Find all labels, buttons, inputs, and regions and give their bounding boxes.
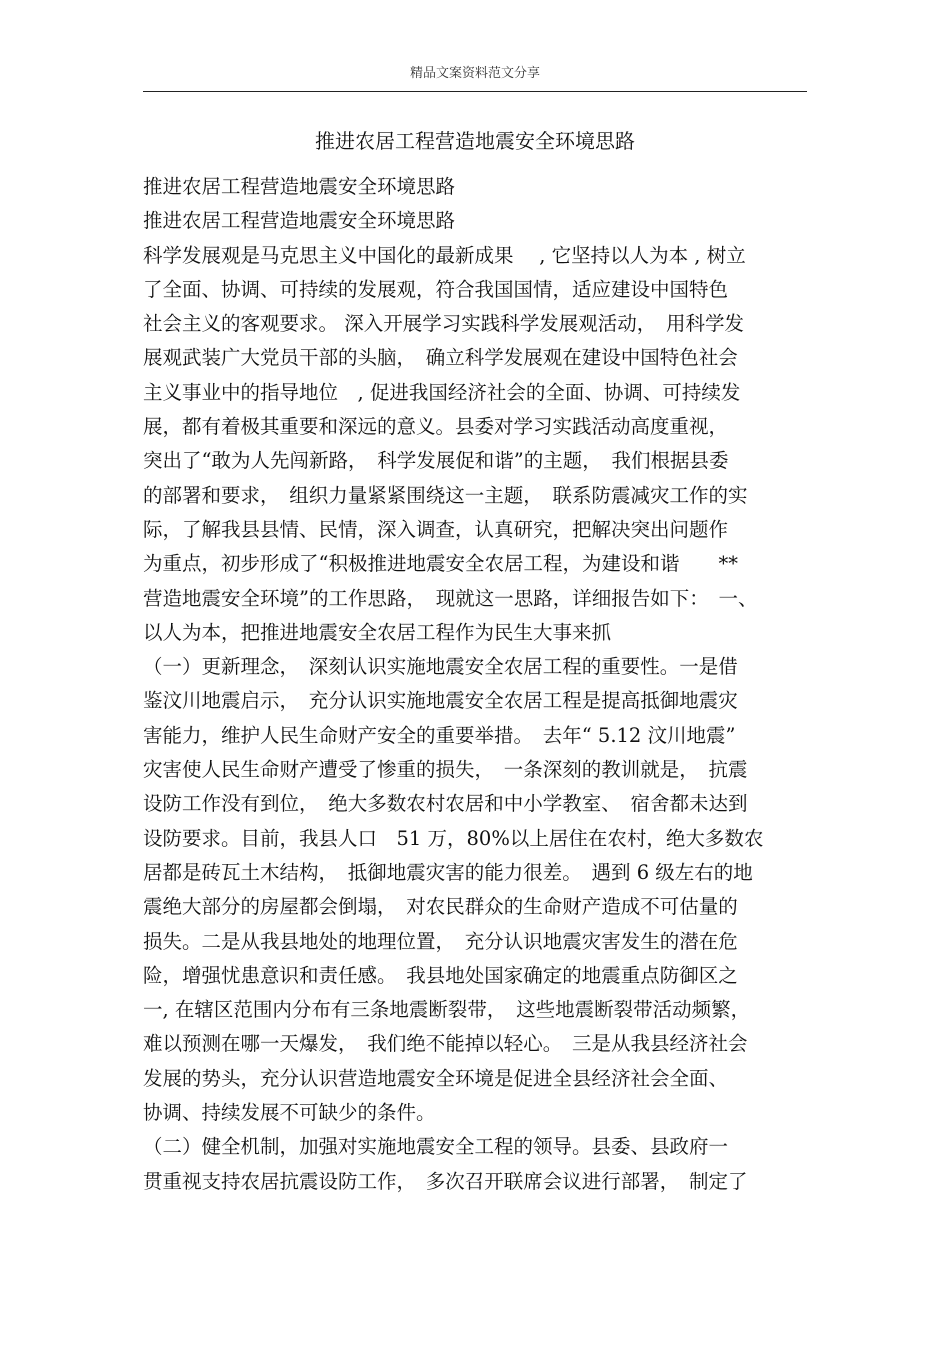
text-line: 突出了“敢为人先闯新路， 科学发展促和谐”的主题， 我们根据县委 — [143, 449, 729, 473]
text-line: 推进农居工程营造地震安全环境思路 — [143, 209, 456, 233]
text-line: 损失。二是从我县地处的地理位置， 充分认识地震灾害发生的潜在危 — [143, 929, 738, 953]
text-line: 贯重视支持农居抗震设防工作， 多次召开联席会议进行部署， 制定了 — [143, 1169, 748, 1193]
text-line: 发展的势头，充分认识营造地震安全环境是促进全县经济社会全面、 — [143, 1066, 729, 1090]
text-line: 的部署和要求， 组织力量紧紧围绕这一主题， 联系防震减灾工作的实 — [143, 483, 748, 507]
text-line: 设防工作没有到位， 绝大多数农村农居和中小学教室、 宿舍都未达到 — [143, 792, 748, 816]
text-line: 推进农居工程营造地震安全环境思路 — [143, 175, 456, 198]
text-line: 协调、持续发展不可缺少的条件。 — [143, 1101, 436, 1125]
text-line: 鉴汶川地震启示， 充分认识实施地震安全农居工程是提高抵御地震灾 — [143, 689, 738, 713]
text-line: 际，了解我县县情、民情，深入调查，认真研究，把解决突出问题作 — [143, 517, 729, 541]
text-line: 展，都有着极其重要和深远的意义。县委对学习实践活动高度重视， — [143, 415, 729, 439]
document-title: 推进农居工程营造地震安全环境思路 — [315, 129, 635, 153]
document-body — [143, 170, 807, 1199]
text-line: 社会主义的客观要求。 深入开展学习实践科学发展观活动， 用科学发 — [143, 312, 744, 336]
text-line: 难以预测在哪一天爆发， 我们绝不能掉以轻心。 三是从我县经济社会 — [143, 1032, 748, 1056]
text-line: 一, 在辖区范围内分布有三条地震断裂带， 这些地震断裂带活动频繁， — [143, 998, 751, 1022]
header-divider — [143, 91, 807, 92]
text-line: 害能力，维护人民生命财产安全的重要举措。 去年“ 5.12 汶川地震” — [143, 723, 736, 747]
text-line: 震绝大部分的房屋都会倒塌， 对农民群众的生命财产造成不可估量的 — [143, 895, 738, 919]
text-line: 险，增强忧患意识和责任感。 我县地处国家确定的地震重点防御区之 — [143, 963, 738, 987]
text-line: 展观武装广大党员干部的头脑， 确立科学发展观在建设中国特色社会 — [143, 346, 738, 370]
text-line: 主义事业中的指导地位 , 促进我国经济社会的全面、协调、可持续发 — [143, 380, 741, 404]
text-line: 科学发展观是马克思主义中国化的最新成果 , 它坚持以人为本 , 树立 — [143, 243, 746, 267]
text-line: 了全面、协调、可持续的发展观，符合我国国情，适应建设中国特色 — [143, 277, 729, 301]
text-line: 居都是砖瓦土木结构， 抵御地震灾害的能力很差。 遇到 6 级左右的地 — [143, 860, 753, 884]
text-line: （二）健全机制，加强对实施地震安全工程的领导。县委、县政府一 — [143, 1135, 729, 1159]
page-header: 精品文案资料范文分享 — [409, 66, 540, 81]
text-line: 灾害使人民生命财产遭受了惨重的损失， 一条深刻的教训就是， 抗震 — [143, 758, 748, 782]
text-line: 以人为本，把推进地震安全农居工程作为民生大事来抓 — [143, 620, 612, 644]
text-line: 设防要求。目前，我县人口 51 万，80%以上居住在农村，绝大多数农 — [143, 826, 764, 850]
text-line: 为重点，初步形成了“积极推进地震安全农居工程，为建设和谐 ** — [143, 552, 738, 576]
text-line: 营造地震安全环境”的工作思路， 现就这一思路，详细报告如下： 一、 — [143, 586, 758, 610]
text-line: （一）更新理念， 深刻认识实施地震安全农居工程的重要性。一是借 — [143, 655, 738, 679]
